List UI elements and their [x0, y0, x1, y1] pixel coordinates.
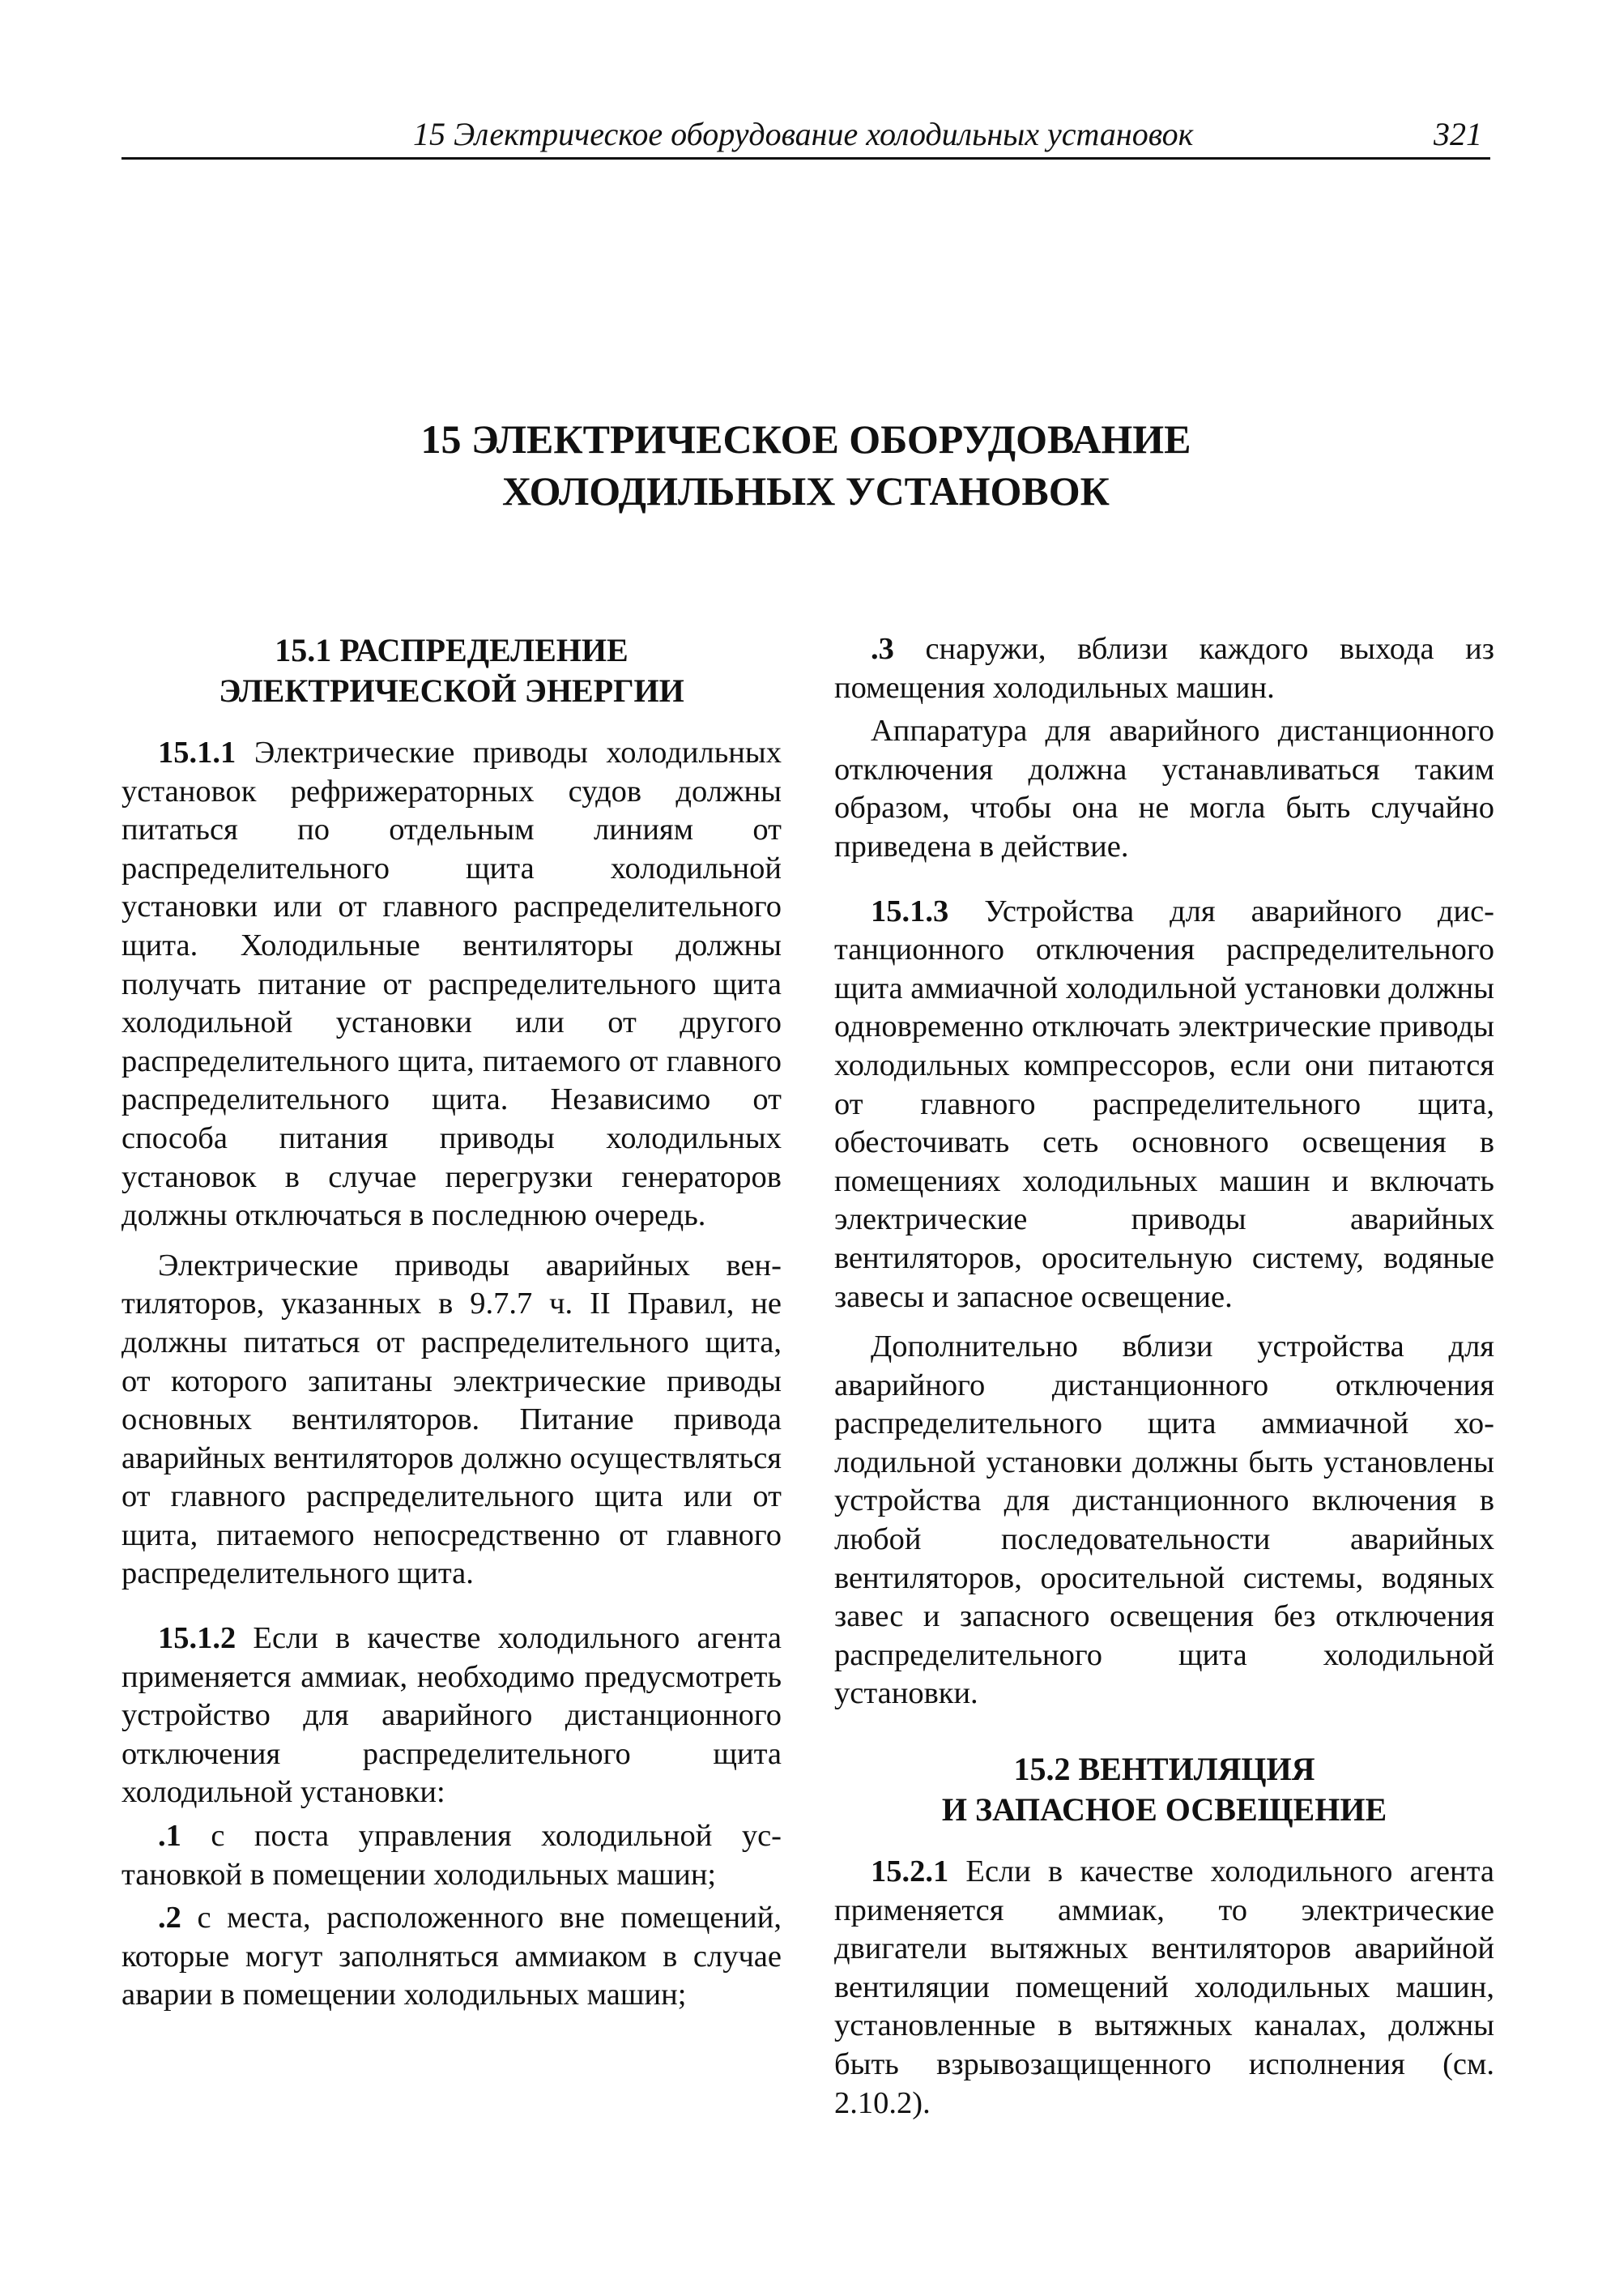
section-title-15-1-line-2: ЭЛЕКТРИЧЕСКОЙ ЭНЕРГИИ: [219, 672, 684, 709]
paragraph-text: Электрические приводы холодильных установок рефрижераторных судов должны питаться по отдельным линиям от распределительного щита холодильной установки или от главного распределительного щита. Холодильные вентиляторы должны получать питание от распределительного щита холодильной установки или от другого распределительного щита, питаемого от главного распределительного щита. Независимо от способа питания приводы холодильных установок в случае перегрузки генераторов должны отключаться в последнюю очередь.: [121, 736, 782, 1233]
chapter-title-line-1: 15 ЭЛЕКТРИЧЕСКОЕ ОБОРУДОВАНИЕ: [420, 416, 1191, 462]
paragraph-text: Если в качестве холодильного агента применяется аммиак, необходимо предусмотреть устройство для аварийного дистанционного отключения распределительного щита холодильной установки:: [121, 1621, 782, 1810]
clause-number: 15.1.1: [158, 736, 237, 770]
right-column: [834, 630, 1494, 2134]
section-title-15-2-line-2: И ЗАПАСНОЕ ОСВЕЩЕНИЕ: [941, 1791, 1387, 1829]
item-text: с поста управления холодильной установкой в помещении холодильных машин;: [121, 1819, 782, 1892]
paragraph-text: Если в качестве холодильного агента применяется аммиак, то электрические двигатели вытяжных вентиляторов аварийной вентиляции помещений холодильных машин, установленные в вытяжных каналах, должны быть взрывозащищенного исполнения (см. 2.10.2).: [834, 1854, 1494, 2120]
item-number: .2: [158, 1901, 181, 1935]
list-item-3: [834, 630, 1494, 707]
left-column: [121, 630, 782, 2020]
paragraph-15-2-1: [834, 1853, 1494, 2123]
section-title-15-2-line-1: 15.2 ВЕНТИЛЯЦИЯ: [1013, 1751, 1315, 1788]
paragraph-emergency-fans: Электрические приводы аварийных вентиляторов, указанных в 9.7.7 ч. II Правил, не должны питаться от распределительного щита, от которого запитаны электрические приводы основных вентиляторов. Питание привода аварийных вентиляторов должно осуществляться от главного распределительного щита или от щита, питаемого непосредственно от главного распределительного щита.: [121, 1248, 782, 1591]
paragraph-text: Устройства для аварийного дистанционного отключения распределительного щита аммиачной холодильной установки должны одновременно отключать электрические приводы холодильных компрессоров, если они питаются от главного распределительного щита, обесточивать сеть основного освещения в помещениях холодильных машин и включать электрические приводы аварийных вентиляторов, оросительную систему, водяные завесы и запасное освещение.: [834, 894, 1494, 1314]
chapter-title: [121, 413, 1490, 517]
clause-number: 15.2.1: [871, 1854, 949, 1889]
chapter-title-line-2: ХОЛОДИЛЬНЫХ УСТАНОВОК: [502, 468, 1110, 514]
paragraph-15-1-2: [121, 1620, 782, 1812]
section-title-15-1: [121, 630, 782, 711]
list-item-2: [121, 1899, 782, 2015]
item-text: снаружи, вблизи каждого выхода из помещения холодильных машин.: [834, 632, 1494, 705]
section-title-15-2: [834, 1749, 1494, 1830]
clause-number: 15.1.3: [871, 894, 949, 928]
paragraph-additional-devices: Дополнительно вблизи устройства для аварийного дистанционного отключения распределительного щита аммиачной холодильной установки должны быть установлены устройства для дистанционного включения в любой последовательности аварийных вентиляторов, оросительной системы, водяных завес и запасного освещения без отключения распределительного щита холодильной установки.: [834, 1329, 1494, 1711]
clause-number: 15.1.2: [158, 1621, 237, 1656]
item-text: с места, расположенного вне помещений, которые могут заполняться аммиаком в случае аварии в помещении холодильных машин;: [121, 1901, 782, 2012]
item-number: .1: [158, 1819, 181, 1854]
section-title-15-1-line-1: 15.1 РАСПРЕДЕЛЕНИЕ: [275, 632, 629, 668]
running-title: 15 Электрическое оборудование холодильных установок: [413, 116, 1194, 152]
paragraph-apparatus: Аппаратура для аварийного дистанционного отключения должна устанавливаться таким образом, чтобы она не могла быть случайно приведена в действие.: [834, 714, 1494, 864]
list-item-1: [121, 1817, 782, 1894]
item-number: .3: [871, 632, 894, 666]
paragraph-15-1-3: [834, 893, 1494, 1317]
page-number: 321: [1434, 116, 1482, 152]
running-header: [121, 112, 1490, 160]
paragraph-15-1-1: [121, 734, 782, 1235]
